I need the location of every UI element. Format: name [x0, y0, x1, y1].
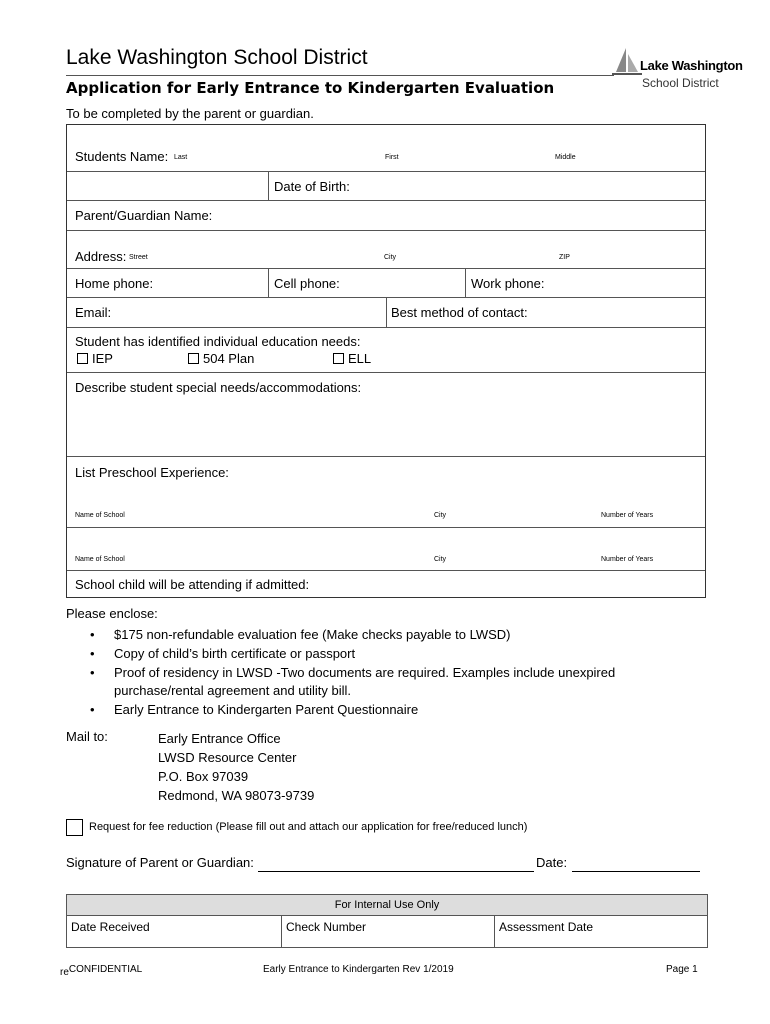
attending-school-label: School child will be attending if admitted:	[75, 577, 310, 592]
footer-confidential	[60, 964, 143, 978]
parent-name-label: Parent/Guardian Name:	[75, 208, 213, 223]
instruction-text: To be completed by the parent or guardian.	[66, 106, 314, 121]
signature-label: Signature of Parent or Guardian:	[66, 855, 254, 870]
years-hint: Number of Years	[601, 556, 654, 563]
address-line: P.O. Box 97039	[158, 769, 249, 784]
internal-use-heading: For Internal Use Only	[67, 895, 707, 916]
district-logo	[612, 46, 743, 94]
checkbox-icon	[188, 353, 199, 364]
district-title: Lake Washington School District	[66, 46, 368, 69]
dob-left-cell[interactable]	[67, 172, 268, 200]
signature-line[interactable]	[258, 871, 534, 872]
special-needs-label: Describe student special needs/accommodations:	[75, 380, 362, 395]
school-city-hint: City	[434, 512, 447, 519]
preschool-row-1[interactable]	[67, 457, 705, 528]
504-plan-label: 504 Plan	[203, 351, 255, 366]
home-phone-field[interactable]	[67, 269, 268, 297]
address-row[interactable]	[67, 231, 705, 269]
list-item: • Early Entrance to Kindergarten Parent Questionnaire	[90, 701, 650, 719]
iep-label: IEP	[92, 351, 113, 366]
school-city-hint: City	[434, 556, 447, 563]
footer-prefix: re	[60, 967, 69, 978]
zip-hint: ZIP	[559, 254, 570, 261]
needs-label: Student has identified individual education needs:	[75, 334, 361, 349]
student-name-label: Students Name:	[75, 149, 169, 164]
enclose-heading: Please enclose:	[66, 606, 158, 621]
city-hint: City	[384, 254, 397, 261]
middle-name-hint: Middle	[555, 154, 576, 161]
phone-row	[67, 269, 705, 298]
application-form	[66, 124, 706, 598]
title-rule	[66, 75, 614, 76]
assessment-date-label: Assessment Date	[499, 920, 594, 934]
ell-label: ELL	[348, 351, 372, 366]
work-phone-label: Work phone:	[471, 276, 545, 291]
cell-phone-label: Cell phone:	[274, 276, 340, 291]
checkbox-icon	[333, 353, 344, 364]
internal-use-table	[66, 894, 708, 948]
first-name-hint: First	[385, 154, 399, 161]
enclose-list	[90, 626, 650, 720]
date-received-cell	[67, 916, 281, 948]
dob-row	[67, 172, 705, 201]
page-number: Page 1	[666, 964, 698, 975]
best-contact-label: Best method of contact:	[391, 305, 528, 320]
check-number-cell	[281, 916, 494, 948]
address-line: LWSD Resource Center	[158, 750, 297, 765]
best-contact-field[interactable]	[386, 298, 707, 327]
preschool-label: List Preschool Experience:	[75, 465, 229, 480]
dob-field[interactable]	[268, 172, 707, 200]
preschool-row-2[interactable]	[67, 528, 705, 571]
date-received-label: Date Received	[71, 920, 150, 934]
date-line[interactable]	[572, 871, 700, 872]
address-label: Address:	[75, 249, 127, 264]
footer-revision: Early Entrance to Kindergarten Rev 1/2019	[263, 964, 454, 975]
list-item: • $175 non-refundable evaluation fee (Make checks payable to LWSD)	[90, 626, 650, 644]
date-label: Date:	[536, 855, 568, 870]
street-hint: Street	[129, 254, 148, 261]
student-name-row[interactable]	[67, 125, 705, 172]
ell-checkbox[interactable]	[333, 351, 371, 366]
list-item: • Copy of child’s birth certificate or passport	[90, 645, 650, 663]
last-name-hint: Last	[174, 154, 188, 161]
form-title: Application for Early Entrance to Kindergarten Evaluation	[66, 79, 555, 97]
home-phone-label: Home phone:	[75, 276, 154, 291]
504-plan-checkbox[interactable]	[188, 351, 254, 366]
mail-to-heading: Mail to:	[66, 729, 108, 744]
check-number-label: Check Number	[286, 920, 367, 934]
list-item: • Proof of residency in LWSD -Two documents are required. Examples include unexpired purchase/rental agreement and utility bill.	[90, 664, 650, 700]
work-phone-field[interactable]	[465, 269, 707, 297]
fee-reduction-checkbox[interactable]	[66, 819, 83, 836]
school-name-hint: Name of School	[75, 556, 125, 563]
email-field[interactable]	[67, 298, 386, 327]
assessment-date-cell	[494, 916, 707, 948]
address-line: Redmond, WA 98073-9739	[158, 788, 315, 803]
logo-text-line2: School District	[642, 76, 719, 90]
logo-text-line1: Lake Washington	[640, 58, 743, 73]
years-hint: Number of Years	[601, 512, 654, 519]
email-label: Email:	[75, 305, 112, 320]
email-row	[67, 298, 705, 328]
iep-checkbox[interactable]	[77, 351, 113, 366]
needs-row	[67, 328, 705, 373]
special-needs-row[interactable]	[67, 373, 705, 457]
address-line: Early Entrance Office	[158, 731, 281, 746]
footer-left-text: CONFIDENTIAL	[68, 964, 143, 975]
parent-name-row[interactable]	[67, 201, 705, 231]
fee-reduction-label: Request for fee reduction (Please fill out and attach our application for free/reduced lunch)	[89, 821, 528, 833]
dob-label: Date of Birth:	[274, 179, 350, 194]
cell-phone-field[interactable]	[268, 269, 465, 297]
attending-school-row[interactable]	[67, 571, 705, 598]
checkbox-icon	[77, 353, 88, 364]
sail-icon	[612, 46, 642, 76]
mailing-address	[158, 729, 314, 805]
school-name-hint: Name of School	[75, 512, 125, 519]
